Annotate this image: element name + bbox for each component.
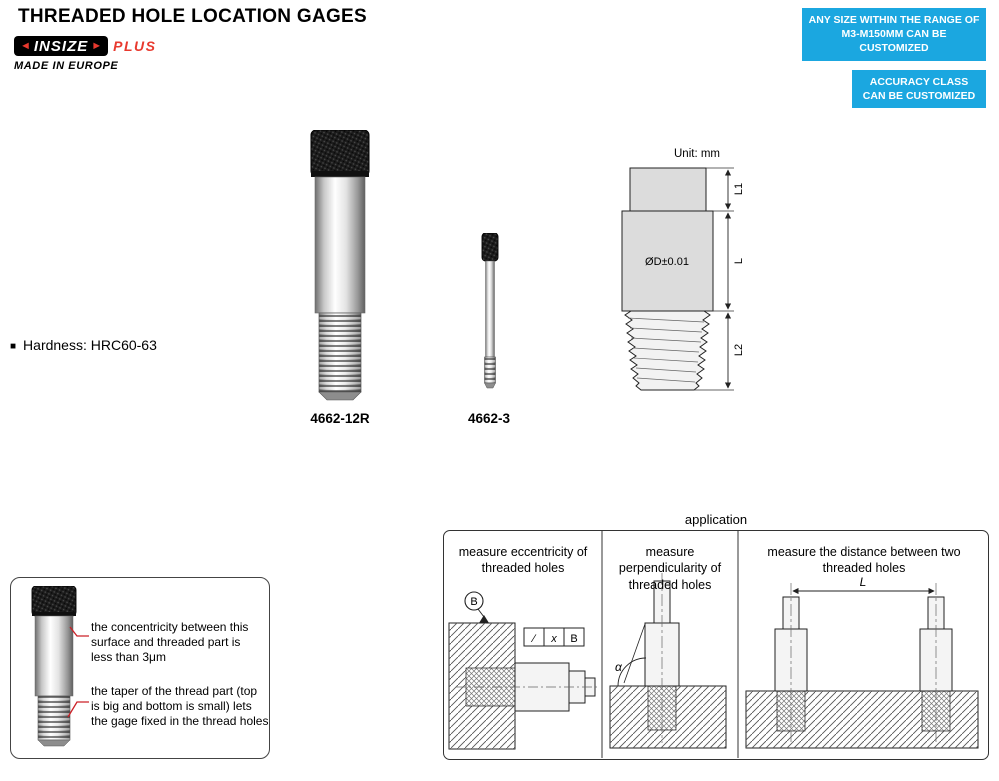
brand-logo: [14, 36, 156, 72]
dim-l1-label: L1: [733, 182, 745, 196]
gage-body: [775, 629, 807, 691]
threaded-hole: [466, 668, 515, 706]
gage-body: [315, 177, 365, 313]
bullet-icon: ■: [10, 341, 17, 352]
knurled-cap: [311, 130, 369, 176]
product-image-4662-12r: [302, 130, 378, 402]
page-title: THREADED HOLE LOCATION GAGES: [18, 6, 367, 27]
hardness-note: [10, 337, 157, 353]
chevron-right-icon: ►: [91, 39, 103, 52]
product-label-4662-3: 4662-3: [467, 411, 511, 426]
angle-label: α: [615, 660, 622, 674]
datum-label: B: [470, 596, 478, 608]
plus-label: PLUS: [113, 38, 157, 54]
insize-logo: [14, 36, 108, 56]
callout-gage-image: [25, 586, 83, 750]
fcf-value: x: [551, 633, 557, 645]
application-label: application: [684, 512, 748, 527]
app-section-header-eccentricity: measure eccentricity of threaded holes: [458, 545, 588, 576]
diameter-label: ØD±0.01: [645, 256, 689, 268]
made-in-europe-label: MADE IN EUROPE: [14, 60, 119, 72]
thread-chamfer: [485, 383, 496, 388]
product-label-4662-12r: 4662-12R: [310, 411, 370, 426]
thread-chamfer: [38, 740, 70, 746]
cap-rim: [311, 171, 369, 177]
chevron-left-icon: ◄: [20, 39, 31, 52]
distance-label: L: [859, 575, 867, 589]
panel-perpendicularity: [610, 573, 726, 748]
diagram-top-section: [630, 168, 706, 211]
badge-size-range: ANY SIZE WITHIN THE RANGE OF M3-M150MM CAN BE CUSTOMIZED: [802, 8, 986, 61]
application-box: [443, 530, 989, 760]
panel-eccentricity: [449, 592, 599, 749]
dim-l2-label: L2: [733, 343, 745, 357]
dimension-diagram: [598, 142, 758, 402]
gage-body: [486, 261, 495, 357]
insize-wordmark: INSIZE: [33, 37, 89, 55]
unit-label: Unit: mm: [674, 148, 720, 160]
note-concentricity: the concentricity between this surface and threaded part is less than 3μm: [91, 620, 249, 664]
fcf-frame: [524, 628, 584, 646]
gage-body: [35, 616, 73, 696]
app-section-header-perpendicularity: measure perpendicularity of threaded holes: [618, 545, 722, 592]
app-section-header-distance: measure the distance between two threaded holes: [767, 545, 961, 576]
datum-triangle-icon: [479, 615, 489, 623]
fcf-symbol: ∕: [533, 633, 535, 645]
product-image-4662-3: [477, 233, 503, 391]
panel-distance: [746, 575, 978, 748]
knurled-cap: [482, 233, 498, 261]
knurled-cap: [32, 586, 76, 616]
note-taper: the taper of the thread part (top is big and bottom is small) lets the gage fixed in the thread holes: [91, 684, 269, 728]
hardness-text: Hardness: HRC60-63: [23, 337, 157, 353]
angle-arc: [618, 658, 646, 686]
callout-box: [10, 577, 270, 759]
dim-l-label: L: [733, 257, 745, 265]
fcf-datum: B: [570, 633, 578, 645]
badge-accuracy: ACCURACY CLASS CAN BE CUSTOMIZED: [852, 70, 986, 108]
gage-body: [920, 629, 952, 691]
thread-chamfer: [319, 392, 361, 400]
